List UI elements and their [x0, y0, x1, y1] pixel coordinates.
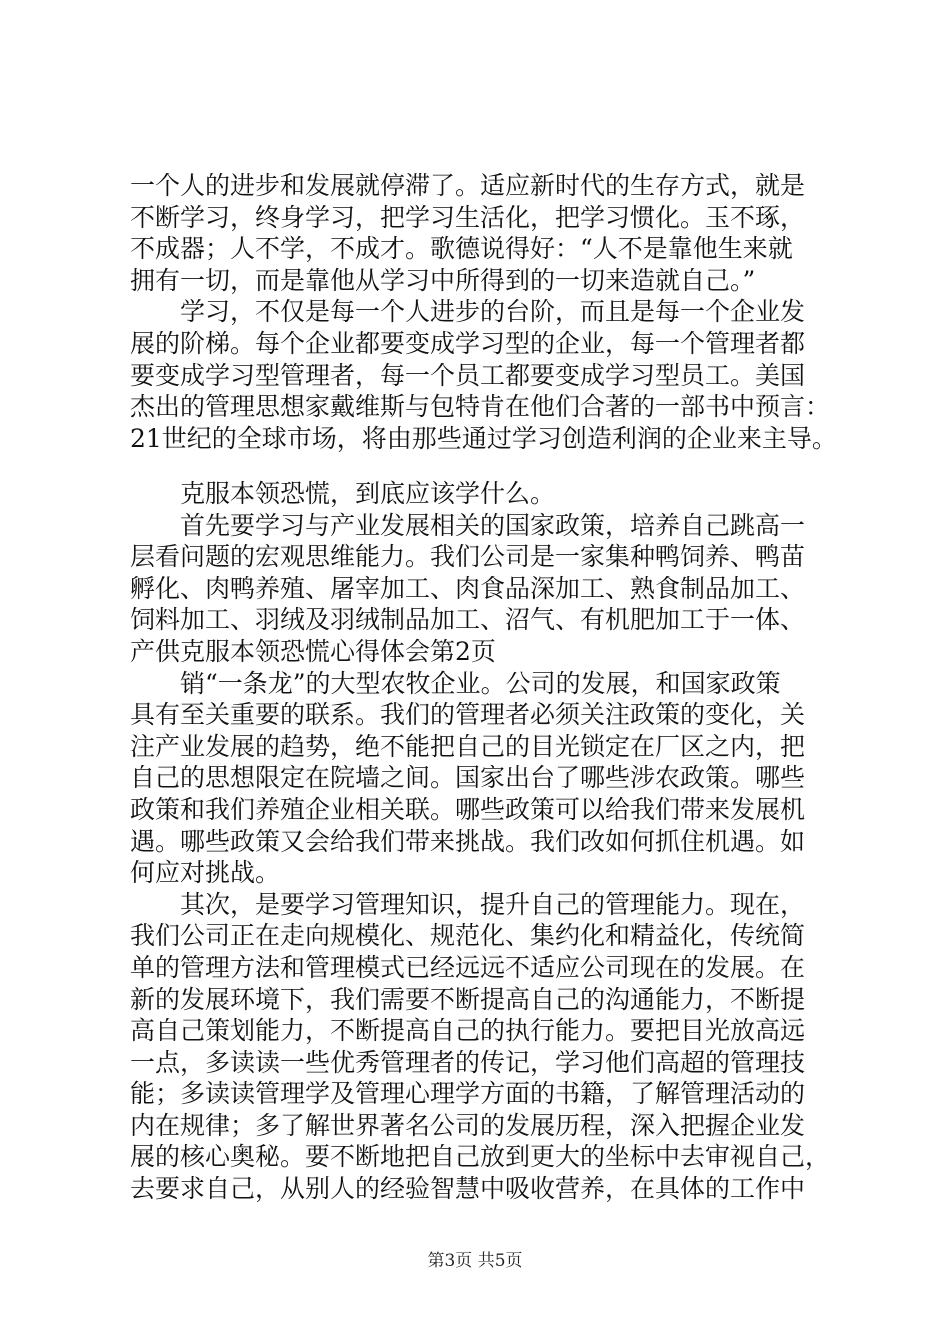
paragraph-line: 饲料加工、羽绒及羽绒制品加工、沼气、有机肥加工于一体、: [130, 605, 806, 635]
paragraph-line: 21世纪的全球市场，将由那些通过学习创造利润的企业来主导。: [130, 423, 837, 453]
paragraph-line: 其次，是要学习管理知识，提升自己的管理能力。现在，: [180, 889, 806, 919]
paragraph-line: 能；多读读管理学及管理心理学方面的书籍，了解管理活动的: [130, 1079, 806, 1109]
paragraph-line: 首先要学习与产业发展相关的国家政策，培养自己跳高一: [180, 510, 806, 540]
paragraph-line: 政策和我们养殖企业相关联。哪些政策可以给我们带来发展机: [130, 794, 806, 824]
paragraph-line: 拥有一切，而是靠他从学习中所得到的一切来造就自己。”: [130, 265, 756, 295]
paragraph-line: 展的核心奥秘。要不断地把自己放到更大的坐标中去审视自己，: [130, 1142, 831, 1172]
paragraph-line: 自己的思想限定在院墙之间。国家出台了哪些涉农政策。哪些: [130, 763, 806, 793]
paragraph-line: 孵化、肉鸭养殖、屠宰加工、肉食品深加工、熟食制品加工、: [130, 573, 806, 603]
paragraph-line: 层看问题的宏观思维能力。我们公司是一家集种鸭饲养、鸭苗: [130, 542, 806, 572]
paragraph-line: 不成器；人不学，不成才。歌德说得好：“人不是靠他生来就: [130, 234, 793, 264]
paragraph-line: 产供克服本领恐慌心得体会第2页: [130, 636, 496, 666]
paragraph-line: 具有至关重要的联系。我们的管理者必须关注政策的变化，关: [130, 700, 806, 730]
paragraph-line: 去要求自己，从别人的经验智慧中吸收营养，在具体的工作中: [130, 1174, 806, 1204]
paragraph-line: 学习，不仅是每一个人进步的台阶，而且是每一个企业发: [180, 297, 806, 327]
paragraph-line: 不断学习，终身学习，把学习生活化，把学习惯化。玉不琢，: [130, 202, 806, 232]
paragraph-line: 一个人的进步和发展就停滞了。适应新时代的生存方式，就是: [130, 171, 806, 200]
paragraph-line: 销“一条龙”的大型农牧企业。公司的发展，和国家政策: [180, 668, 781, 698]
paragraph-line: 一点，多读读一些优秀管理者的传记，学习他们高超的管理技: [130, 1047, 806, 1077]
paragraph-line: 我们公司正在走向规模化、规范化、集约化和精益化，传统简: [130, 921, 806, 951]
page-footer: 第3页 共5页: [427, 1251, 523, 1271]
paragraph-line: 新的发展环境下，我们需要不断提高自己的沟通能力，不断提: [130, 984, 806, 1014]
paragraph-line: 何应对挑战。: [130, 858, 281, 888]
paragraph-line: 展的阶梯。每个企业都要变成学习型的企业，每一个管理者都: [130, 328, 806, 358]
paragraph-line: 单的管理方法和管理模式已经远远不适应公司现在的发展。在: [130, 952, 806, 982]
text-block-1: [130, 170, 837, 454]
paragraph-line: 注产业发展的趋势，绝不能把自己的目光锁定在厂区之内，把: [130, 731, 806, 761]
paragraph-line: 内在规律；多了解世界著名公司的发展历程，深入把握企业发: [130, 1110, 806, 1140]
paragraph-line: 遇。哪些政策又会给我们带来挑战。我们改如何抓住机遇。如: [130, 826, 806, 856]
paragraph-line: 杰出的管理思想家戴维斯与包特肯在他们合著的一部书中预言：: [130, 392, 831, 422]
paragraph-line: 要变成学习型管理者，每一个员工都要变成学习型员工。美国: [130, 360, 806, 390]
paragraph-line: 高自己策划能力，不断提高自己的执行能力。要把目光放高远: [130, 1016, 806, 1046]
section-heading: 克服本领恐慌，到底应该学什么。: [180, 479, 556, 508]
text-block-2: [130, 478, 830, 1205]
